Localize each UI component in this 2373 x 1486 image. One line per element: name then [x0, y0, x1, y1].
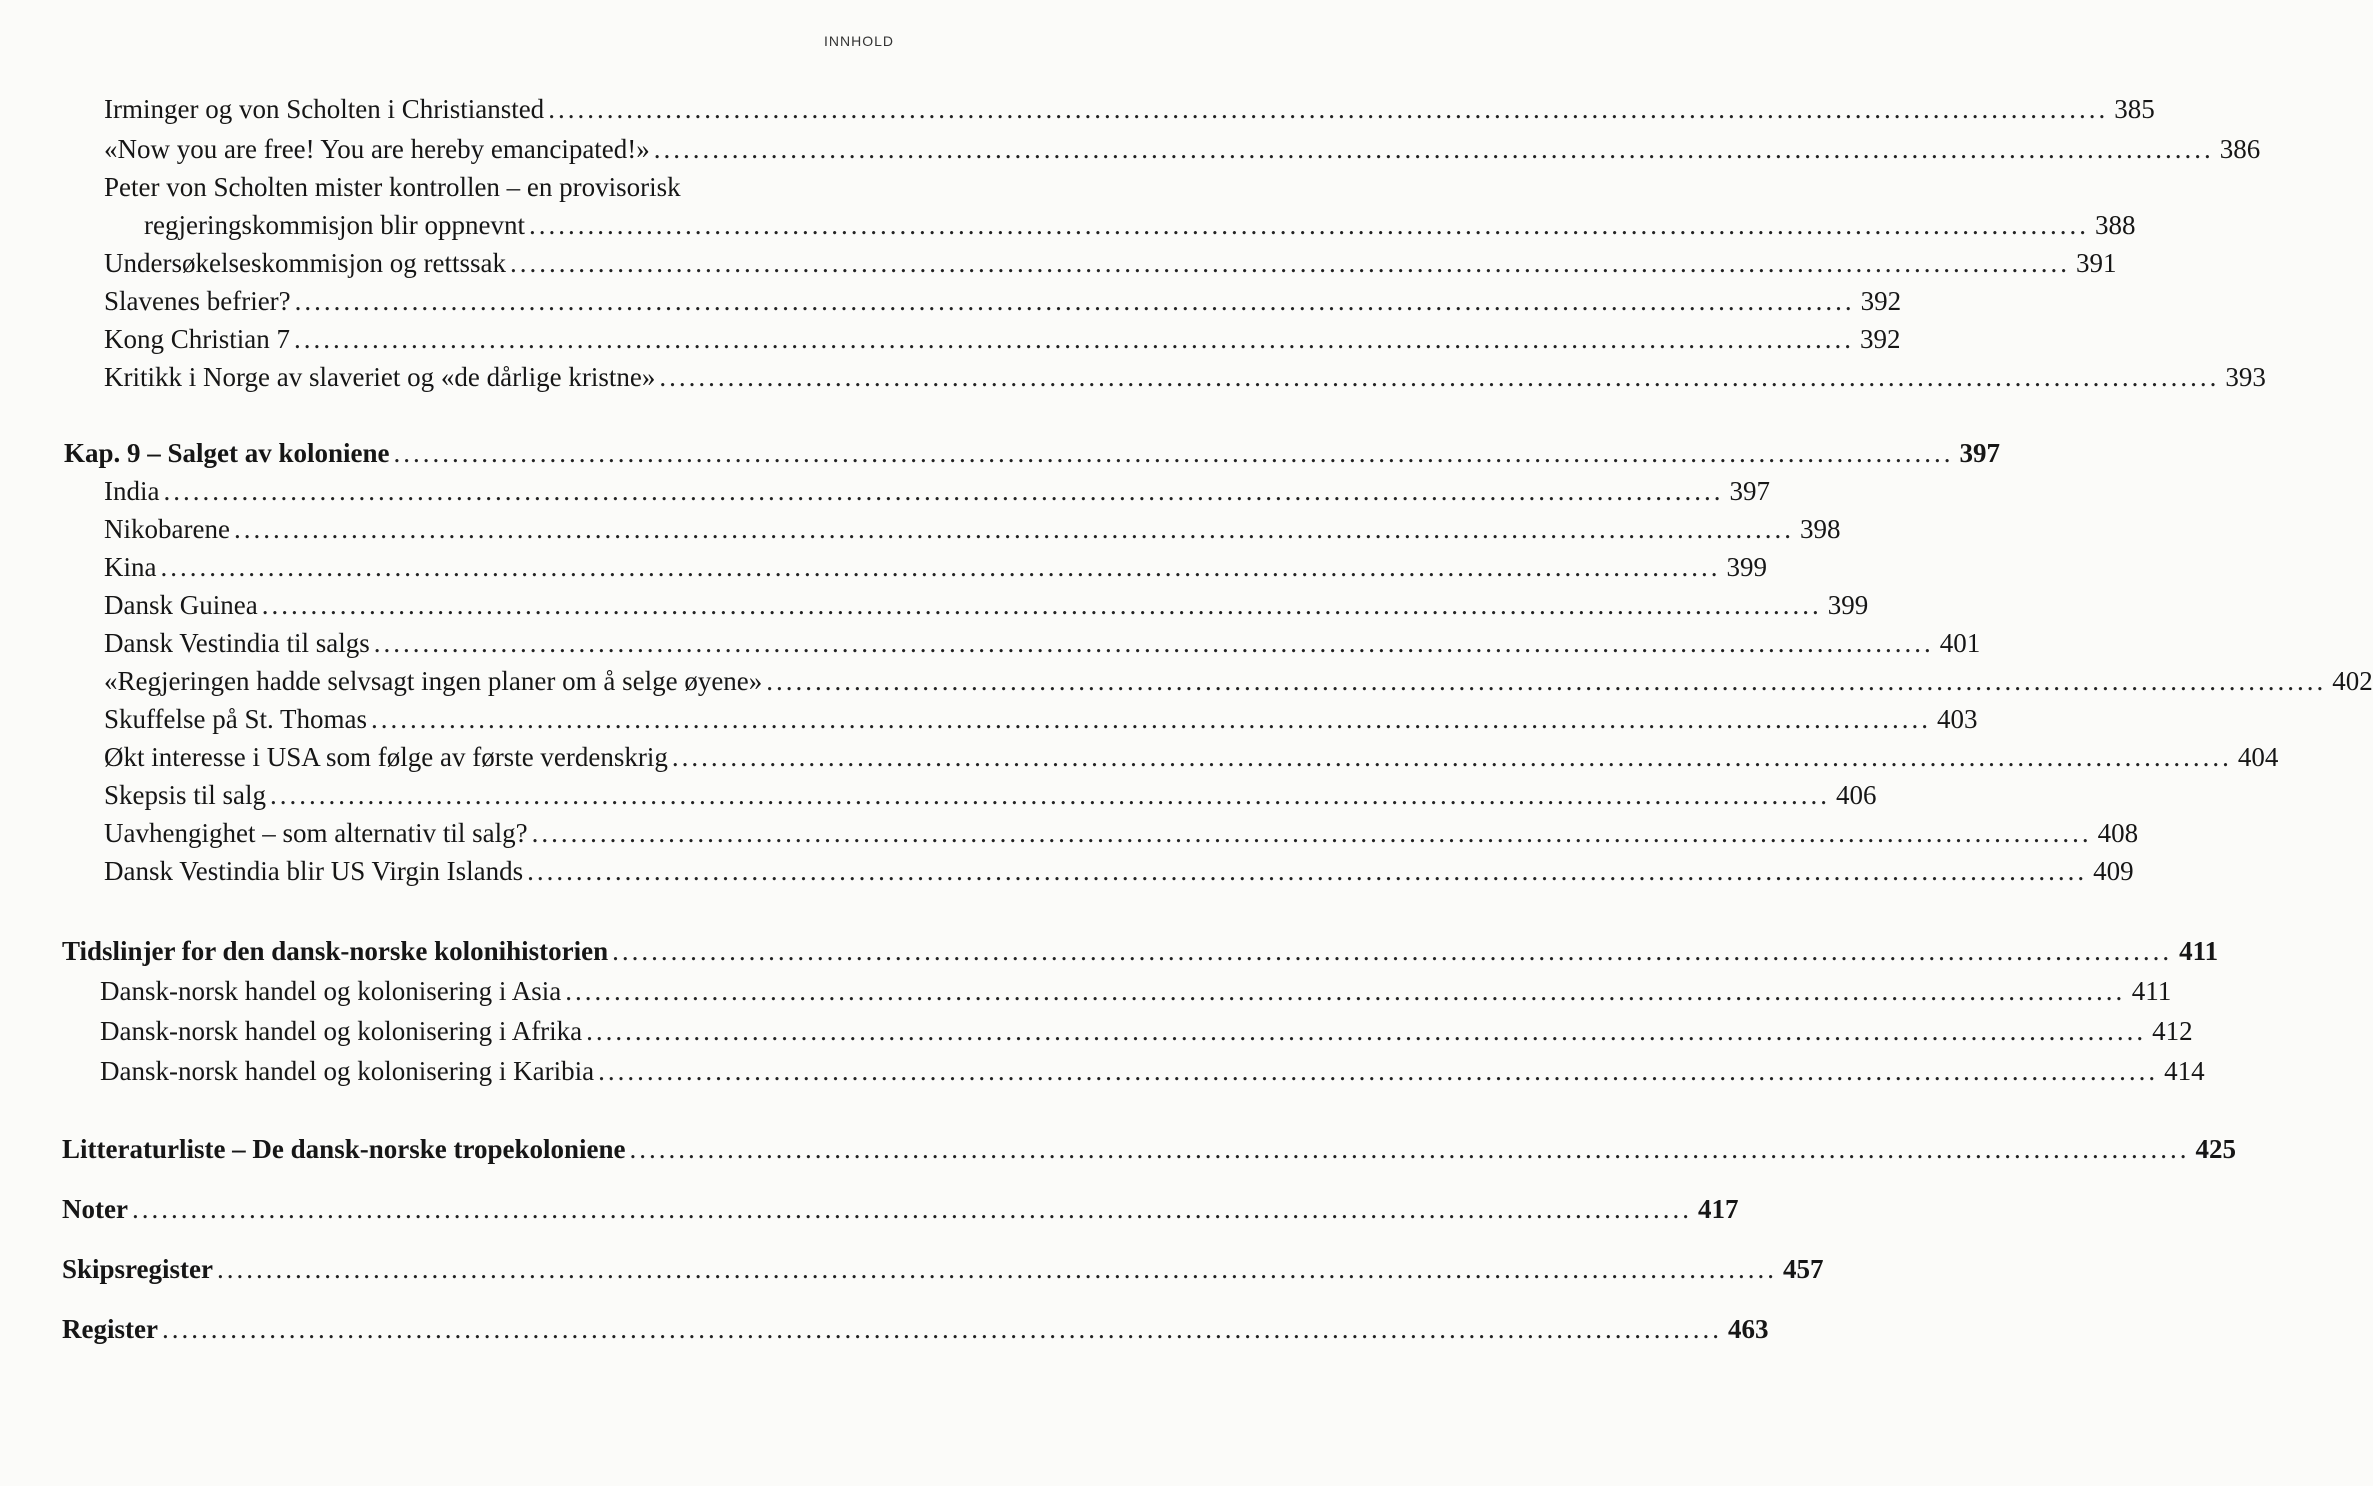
toc-entry-title: Skipsregister [62, 1254, 214, 1284]
toc-leader-dots: ................................................................................................................................................................ [393, 438, 1954, 468]
toc-leader-dots: ................................................................................................................................................................ [629, 1134, 2190, 1164]
toc-entry-page: 397 [1959, 438, 2001, 468]
toc-leader-dots: ................................................................................................................................................................ [565, 976, 2126, 1006]
toc-entry-page: 417 [1697, 1194, 1739, 1224]
toc-entry [104, 588, 1869, 622]
toc-entry-page: 414 [2164, 1056, 2205, 1086]
toc-entry [104, 360, 2266, 394]
toc-entry-title: Noter [62, 1194, 128, 1224]
toc-leader-dots: ................................................................................................................................................................ [294, 324, 1854, 354]
toc-section-entry [62, 934, 2219, 968]
toc-entry-title-line1: Peter von Scholten mister kontrollen – en provisorisk [104, 172, 681, 202]
toc-entry [104, 512, 1841, 546]
toc-entry-title: Uavhengighet – som alternativ til salg? [104, 818, 528, 848]
toc-entry [104, 322, 1901, 356]
toc-entry-title: Dansk-norsk handel og kolonisering i Asia [100, 976, 562, 1006]
toc-leader-dots: ................................................................................................................................................................ [131, 1194, 1692, 1224]
toc-entry-page: 388 [2094, 210, 2136, 240]
toc-entry [100, 1054, 2205, 1088]
toc-entry-title: Dansk-norsk handel og kolonisering i Karibia [100, 1056, 595, 1086]
toc-entry-title: Dansk Vestindia til salgs [104, 628, 370, 658]
toc-entry-page: 391 [2075, 248, 2117, 278]
toc-entry [104, 132, 2261, 166]
toc-leader-dots: ................................................................................................................................................................ [527, 856, 2088, 886]
toc-leader-dots: ................................................................................................................................................................ [766, 666, 2327, 696]
toc-leader-dots: ................................................................................................................................................................ [163, 476, 1724, 506]
toc-leader-dots: ................................................................................................................................................................ [509, 248, 2070, 278]
toc-entry-title: Dansk Vestindia blir US Virgin Islands [104, 856, 524, 886]
toc-entry-page: 397 [1729, 476, 1770, 506]
toc-entry-title: Nikobarene [104, 514, 230, 544]
toc-section-entry [62, 1192, 1739, 1226]
running-header: INNHOLD [823, 33, 894, 49]
toc-entry-title: Irminger og von Scholten i Christiansted [104, 94, 545, 124]
toc-leader-dots: ................................................................................................................................................................ [270, 780, 1831, 810]
toc-entry-page: 401 [1939, 628, 1981, 658]
toc-entry-title: Register [62, 1314, 158, 1344]
toc-leader-dots: ................................................................................................................................................................ [233, 514, 1794, 544]
toc-entry [104, 740, 2279, 774]
toc-entry-page: 402 [2332, 666, 2373, 696]
toc-entry-page: 385 [2114, 94, 2155, 124]
toc-entry [104, 664, 2373, 698]
toc-entry-title: Kina [104, 552, 157, 582]
toc-entry-title: Kong Christian 7 [104, 324, 290, 354]
toc-entry-page: 392 [1860, 324, 1901, 354]
toc-leader-dots: ................................................................................................................................................................ [586, 1016, 2147, 1046]
toc-entry-title: Litteraturliste – De dansk-norske tropekoloniene [62, 1134, 626, 1164]
toc-leader-dots: ................................................................................................................................................................ [612, 936, 2173, 966]
toc-entry-page: 393 [2225, 362, 2266, 392]
toc-entry [104, 626, 1981, 660]
toc-entry [104, 854, 2134, 888]
toc-entry-title: Tidslinjer for den dansk-norske kolonihistorien [62, 936, 609, 966]
toc-entry [104, 284, 1902, 318]
toc-leader-dots: ................................................................................................................................................................ [659, 362, 2220, 392]
toc-entry [104, 550, 1767, 584]
toc-entry [144, 208, 2136, 242]
toc-entry [104, 816, 2139, 850]
toc-chapter-entry [64, 436, 2001, 470]
toc-entry [104, 474, 1770, 508]
toc-entry-page: 425 [2195, 1134, 2236, 1164]
toc-entry-page: 457 [1783, 1254, 1824, 1284]
toc-leader-dots: ................................................................................................................................................................ [653, 134, 2214, 164]
toc-section-entry [62, 1132, 2236, 1166]
toc-entry-page: 403 [1937, 704, 1978, 734]
toc-entry-title: Dansk Guinea [104, 590, 258, 620]
toc-leader-dots: ................................................................................................................................................................ [294, 286, 1855, 316]
toc-entry-title: regjeringskommisjon blir oppnevnt [144, 210, 525, 240]
toc-entry-title: Skepsis til salg [104, 780, 267, 810]
toc-entry-title: Kap. 9 – Salget av koloniene [64, 438, 390, 468]
toc-leader-dots: ................................................................................................................................................................ [528, 210, 2089, 240]
toc-entry-title: Økt interesse i USA som følge av første verdenskrig [104, 742, 668, 772]
toc-entry [104, 778, 1877, 812]
toc-entry-page: 398 [1799, 514, 1841, 544]
toc-entry-page: 408 [2097, 818, 2139, 848]
toc-entry-page: 411 [2131, 976, 2172, 1006]
toc-section-entry [62, 1252, 1824, 1286]
toc-entry-page: 399 [1726, 552, 1767, 582]
toc-entry-title: Kritikk i Norge av slaveriet og «de dårlige kristne» [104, 362, 656, 392]
toc-entry-page: 404 [2237, 742, 2279, 772]
toc-entry [104, 92, 2155, 126]
toc-entry [100, 1014, 2193, 1048]
toc-entry-page: 409 [2093, 856, 2134, 886]
toc-entry [104, 702, 1978, 736]
toc-leader-dots: ................................................................................................................................................................ [161, 1314, 1722, 1344]
toc-entry-title: India [104, 476, 160, 506]
toc-entry-page: 386 [2219, 134, 2261, 164]
toc-leader-dots: ................................................................................................................................................................ [531, 818, 2092, 848]
toc-leader-dots: ................................................................................................................................................................ [671, 742, 2232, 772]
toc-leader-dots: ................................................................................................................................................................ [371, 704, 1931, 734]
toc-leader-dots: ................................................................................................................................................................ [160, 552, 1721, 582]
toc-leader-dots: ................................................................................................................................................................ [261, 590, 1822, 620]
toc-entry-page: 399 [1827, 590, 1869, 620]
toc-leader-dots: ................................................................................................................................................................ [598, 1056, 2159, 1086]
toc-entry-title: «Now you are free! You are hereby emancipated!» [104, 134, 650, 164]
toc-section-entry [62, 1312, 1769, 1346]
toc-entry [104, 246, 2117, 280]
toc-entry-title: Undersøkelseskommisjon og rettssak [104, 248, 506, 278]
toc-entry-page: 406 [1836, 780, 1877, 810]
toc-entry-page: 392 [1860, 286, 1902, 316]
toc-leader-dots: ................................................................................................................................................................ [548, 94, 2109, 124]
toc-entry-title: Skuffelse på St. Thomas [104, 704, 367, 734]
toc-entry-title: Slavenes befrier? [104, 286, 291, 316]
toc-entry-page: 411 [2179, 936, 2219, 966]
toc-entry-page: 412 [2152, 1016, 2193, 1046]
toc-leader-dots: ................................................................................................................................................................ [373, 628, 1934, 658]
toc-entry [100, 974, 2172, 1008]
toc-entry-title: «Regjeringen hadde selvsagt ingen planer om å selge øyene» [104, 666, 763, 696]
toc-entry-title: Dansk-norsk handel og kolonisering i Afrika [100, 1016, 583, 1046]
toc-entry-page: 463 [1727, 1314, 1769, 1344]
toc-leader-dots: ................................................................................................................................................................ [217, 1254, 1778, 1284]
